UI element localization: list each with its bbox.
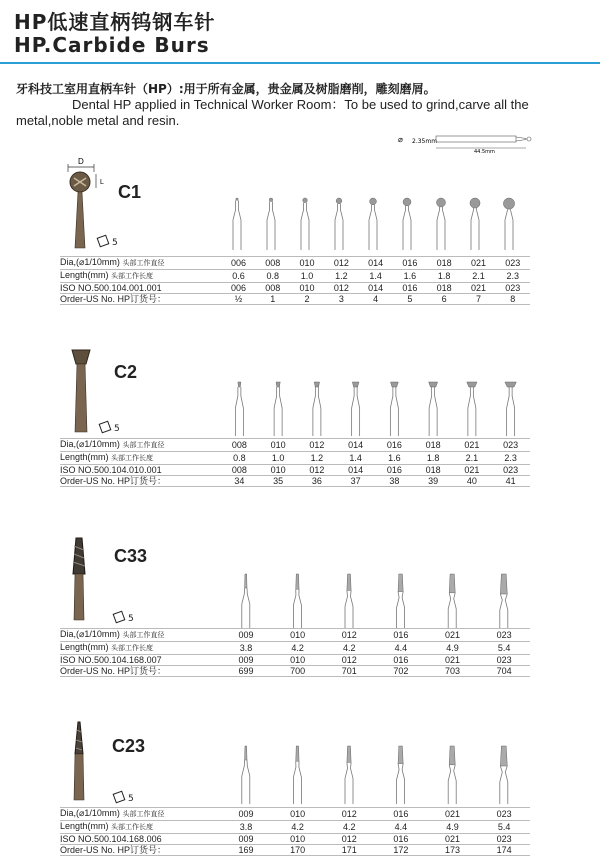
dim-d-label: D [78, 157, 84, 166]
tip-profile [274, 382, 282, 436]
tip-profile [403, 198, 411, 250]
tip-profile [345, 746, 353, 804]
tip-profile [505, 382, 516, 436]
tip-profiles-c1 [0, 190, 600, 252]
pack-qty-c33: 5 [114, 612, 134, 624]
tip-profile [242, 746, 250, 804]
section-c1 [0, 150, 600, 310]
row-order: Order-US No. HP订货号： 699 700 701 702 703 704 [60, 666, 530, 677]
pack-qty-c2: 5 [100, 422, 120, 434]
row-order: Order-US No. HP订货号： 34 35 36 37 38 39 40 41 [60, 476, 530, 487]
tip-profile [397, 574, 405, 628]
shank-neck [516, 137, 526, 141]
tip-profile [293, 746, 301, 804]
shank-tip [527, 137, 531, 141]
pack-qty-c23: 5 [114, 792, 134, 804]
row-dia: Dia,(⌀1/10mm) 头部工作直径 009 010 012 016 021 023 [60, 629, 530, 642]
diameter-symbol: ⌀ [398, 135, 403, 144]
row-iso: ISO NO.500.104.168.006 009 010 012 016 021 023 [60, 834, 530, 845]
row-length: Length(mm) 头部工作长度 0.6 0.8 1.0 1.2 1.4 1.6 1.8 2.1 2.3 [60, 270, 530, 283]
tip-profile [397, 746, 405, 804]
model-label-c2: C2 [114, 362, 138, 382]
tip-profile [235, 382, 243, 436]
tip-profile [345, 574, 353, 628]
header-rule [0, 62, 600, 64]
row-order: Order-US No. HP订货号： 169 170 171 172 173 174 [60, 845, 530, 856]
tip-profile [503, 198, 514, 250]
tip-profile [500, 574, 508, 628]
model-label-c33: C33 [114, 546, 148, 566]
spec-table-c2 [60, 438, 530, 487]
dim-l-label: L [100, 179, 104, 186]
tip-profile [233, 198, 241, 250]
tip-profile [369, 198, 377, 250]
row-iso: ISO NO.500.104.168.007 009 010 012 016 021 023 [60, 655, 530, 666]
tip-profile [313, 382, 321, 436]
length-value: 44.5mm [474, 149, 495, 155]
tip-profile [335, 198, 343, 250]
intro-text-cn: 牙科技工室用直柄车针（HP）:用于所有金属，贵金属及树脂磨削，雕刻磨屑。 [16, 82, 436, 96]
tip-profile [500, 746, 508, 804]
row-length: Length(mm) 头部工作长度 0.8 1.0 1.2 1.4 1.6 1.8 2.1 2.3 [60, 452, 530, 465]
row-dia: Dia,(⌀1/10mm) 头部工作直径 009 010 012 016 021 023 [60, 808, 530, 821]
row-length: Length(mm) 头部工作长度 3.8 4.2 4.2 4.4 4.9 5.4 [60, 642, 530, 655]
tip-profiles-c23 [0, 742, 600, 806]
tip-profile [390, 382, 398, 436]
section-c23 [0, 716, 600, 865]
tip-profile [352, 382, 360, 436]
bur-head [72, 350, 90, 364]
diameter-value: 2.35mm [412, 138, 438, 145]
section-c2 [0, 342, 600, 502]
tip-profile [470, 198, 480, 250]
tip-profile [267, 198, 275, 250]
page-title-en: HP.Carbide Burs [14, 33, 210, 57]
tip-profile [429, 382, 438, 436]
tip-profile [467, 382, 477, 436]
row-dia: Dia,(⌀1/10mm) 头部工作直径 006 008 010 012 014 016 018 021 023 [60, 257, 530, 270]
spec-table-c33 [60, 628, 530, 677]
shank-outline [436, 136, 516, 142]
pack-qty-c1: 5 [98, 236, 118, 248]
page-title-cn: HP低速直柄钨钢车针 [14, 10, 216, 34]
row-dia: Dia,(⌀1/10mm) 头部工作直径 008 010 012 014 016 018 021 023 [60, 439, 530, 452]
spec-table-c1 [60, 256, 530, 305]
tip-profile [293, 574, 301, 628]
section-c33 [0, 532, 600, 692]
model-label-c1: C1 [118, 182, 142, 202]
row-iso: ISO NO.500.104.001.001 006 008 010 012 014 016 018 021 023 [60, 283, 530, 294]
tip-profiles-c33 [0, 570, 600, 630]
tip-profile [448, 574, 456, 628]
tip-profile [301, 198, 309, 250]
tip-profile [448, 746, 456, 804]
row-length: Length(mm) 头部工作长度 3.8 4.2 4.2 4.4 4.9 5.4 [60, 821, 530, 834]
row-order: Order-US No. HP订货号： ½ 1 2 3 4 5 6 7 8 [60, 294, 530, 305]
tip-profile [437, 198, 446, 250]
tip-profile [242, 574, 250, 628]
tip-profiles-c2 [0, 376, 600, 438]
row-iso: ISO NO.500.104.010.001 008 010 012 014 016 018 021 023 [60, 465, 530, 476]
intro-text-en: Dental HP applied in Technical Worker Room：To be used to grind,carve all the metal,noble metal and resin. [16, 97, 529, 128]
model-label-c23: C23 [112, 736, 146, 756]
spec-table-c23 [60, 807, 530, 856]
